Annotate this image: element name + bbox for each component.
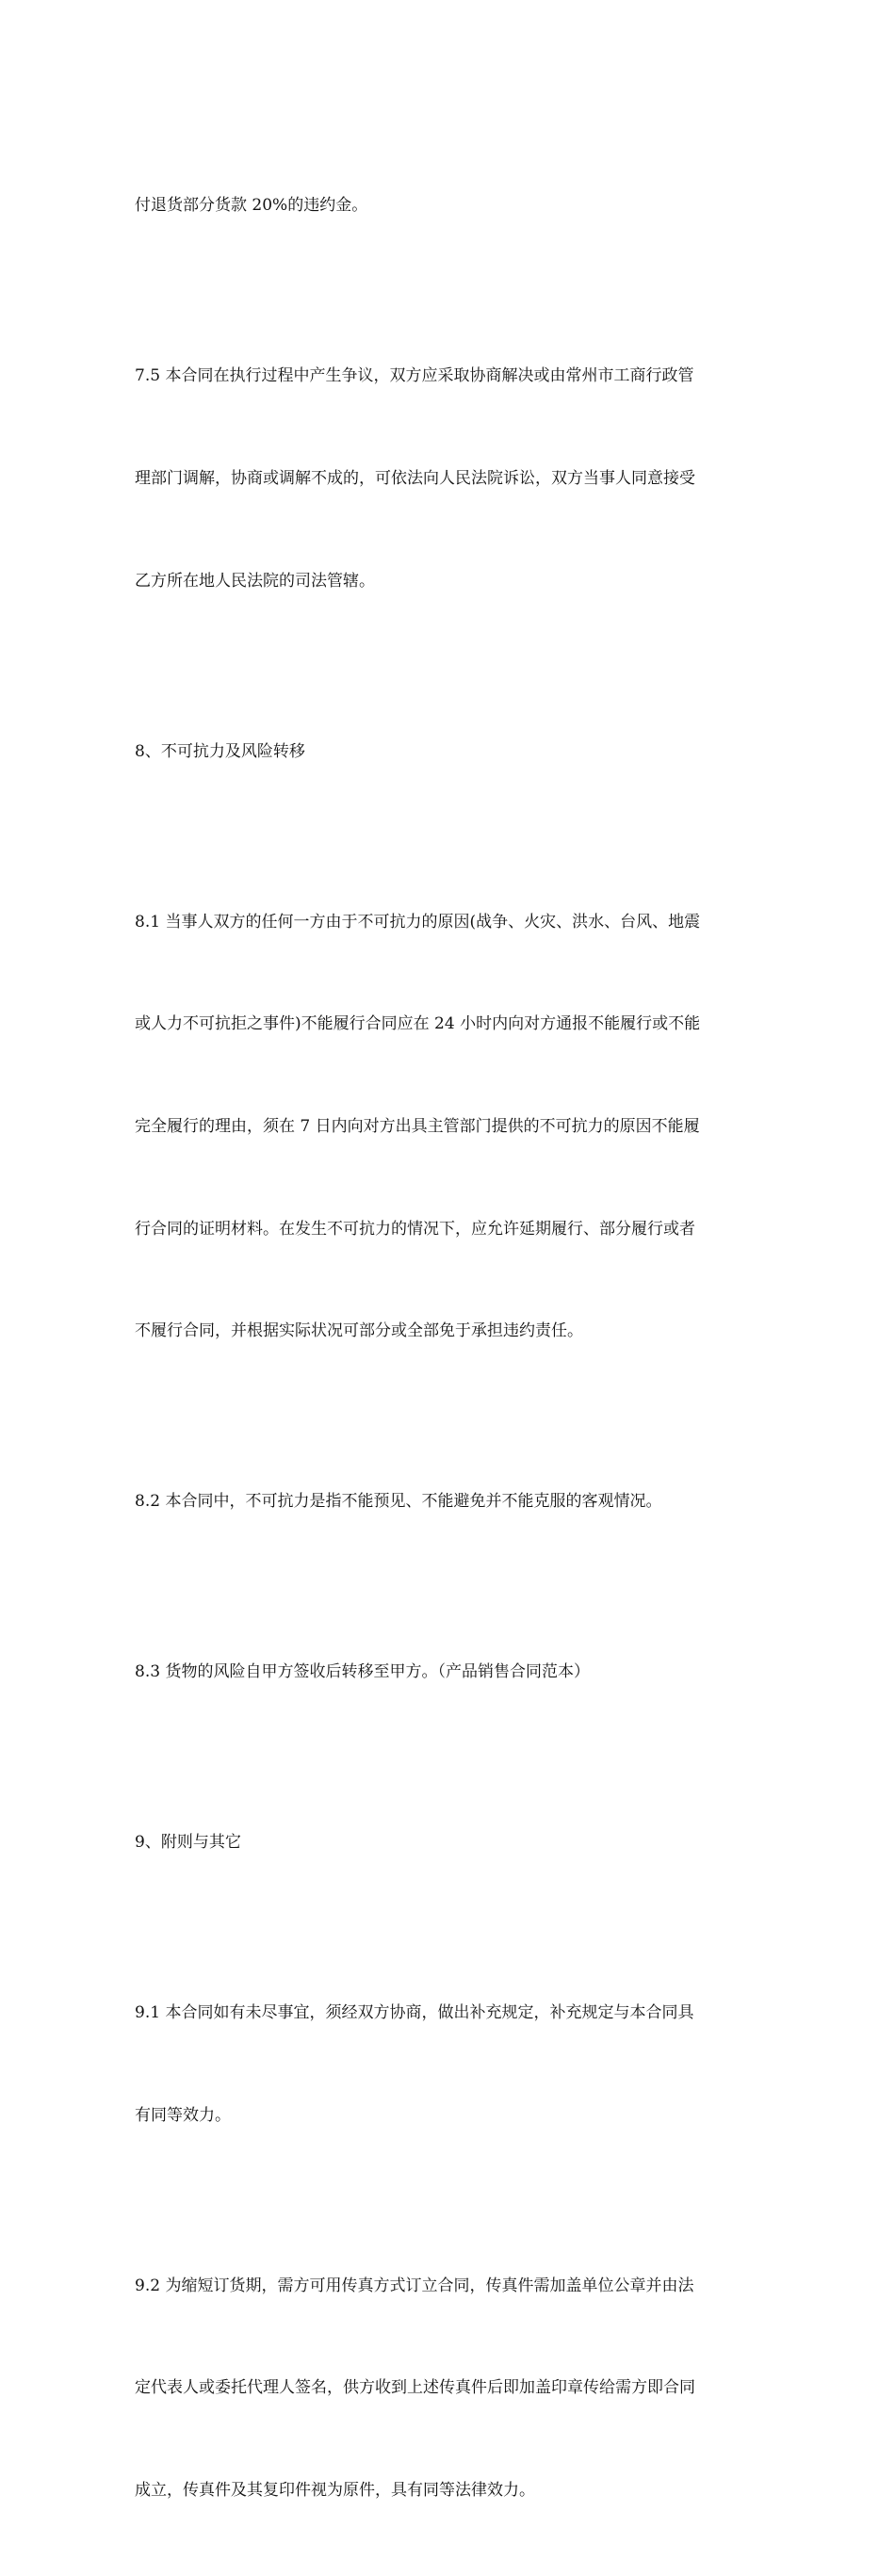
text-line: 9、附则与其它 bbox=[135, 1833, 241, 1853]
text-line: 9.2 为缩短订货期，需方可用传真方式订立合同，传真件需加盖单位公章并由法 bbox=[135, 2276, 694, 2295]
paragraph-7-5-dispute bbox=[135, 291, 757, 666]
text-line: 完全履行的理由，须在 7 日内向对方出具主管部门提供的不可抗力的原因不能履 bbox=[135, 1116, 700, 1136]
text-line: 付退货部分货款 20%的违约金。 bbox=[135, 196, 368, 216]
section-heading-9 bbox=[135, 1758, 757, 1928]
paragraph-8-1-force-majeure bbox=[135, 836, 757, 1416]
text-line: 有同等效力。 bbox=[135, 2105, 231, 2125]
text-line: 成立，传真件及其复印件视为原件，具有同等法律效力。 bbox=[135, 2481, 535, 2501]
paragraph-8-2-definition bbox=[135, 1417, 757, 1587]
text-line: 不履行合同，并根据实际状况可部分或全部免于承担违约责任。 bbox=[135, 1321, 583, 1341]
section-heading-8 bbox=[135, 666, 757, 836]
text-line: 或人力不可抗拒之事件)不能履行合同应在 24 小时内向对方通报不能履行或不能 bbox=[135, 1014, 701, 1034]
paragraph-penalty-tail bbox=[135, 121, 757, 291]
text-line: 乙方所在地人民法院的司法管辖。 bbox=[135, 571, 375, 591]
text-line: 7.5 本合同在执行过程中产生争议，双方应采取协商解决或由常州市工商行政管 bbox=[135, 366, 694, 386]
text-line: 定代表人或委托代理人签名，供方收到上述传真件后即加盖印章传给需方即合同 bbox=[135, 2378, 695, 2398]
document-page bbox=[135, 121, 757, 2576]
text-line: 理部门调解，协商或调解不成的，可依法向人民法院诉讼，双方当事人同意接受 bbox=[135, 469, 695, 489]
paragraph-9-2-fax bbox=[135, 2200, 757, 2575]
text-line: 行合同的证明材料。在发生不可抗力的情况下，应允许延期履行、部分履行或者 bbox=[135, 1219, 695, 1239]
text-line: 9.1 本合同如有未尽事宜，须经双方协商，做出补充规定，补充规定与本合同具 bbox=[135, 2003, 694, 2023]
text-line: 8、不可抗力及风险转移 bbox=[135, 741, 305, 761]
paragraph-8-3-risk-transfer bbox=[135, 1587, 757, 1758]
text-line: 8.2 本合同中，不可抗力是指不能预见、不能避免并不能克服的客观情况。 bbox=[135, 1492, 662, 1512]
paragraph-9-1-supplement bbox=[135, 1928, 757, 2201]
text-line: 8.3 货物的风险自甲方签收后转移至甲方。（产品销售合同范本） bbox=[135, 1662, 590, 1682]
text-line: 8.1 当事人双方的任何一方由于不可抗力的原因(战争、火灾、洪水、台风、地震 bbox=[135, 912, 701, 932]
